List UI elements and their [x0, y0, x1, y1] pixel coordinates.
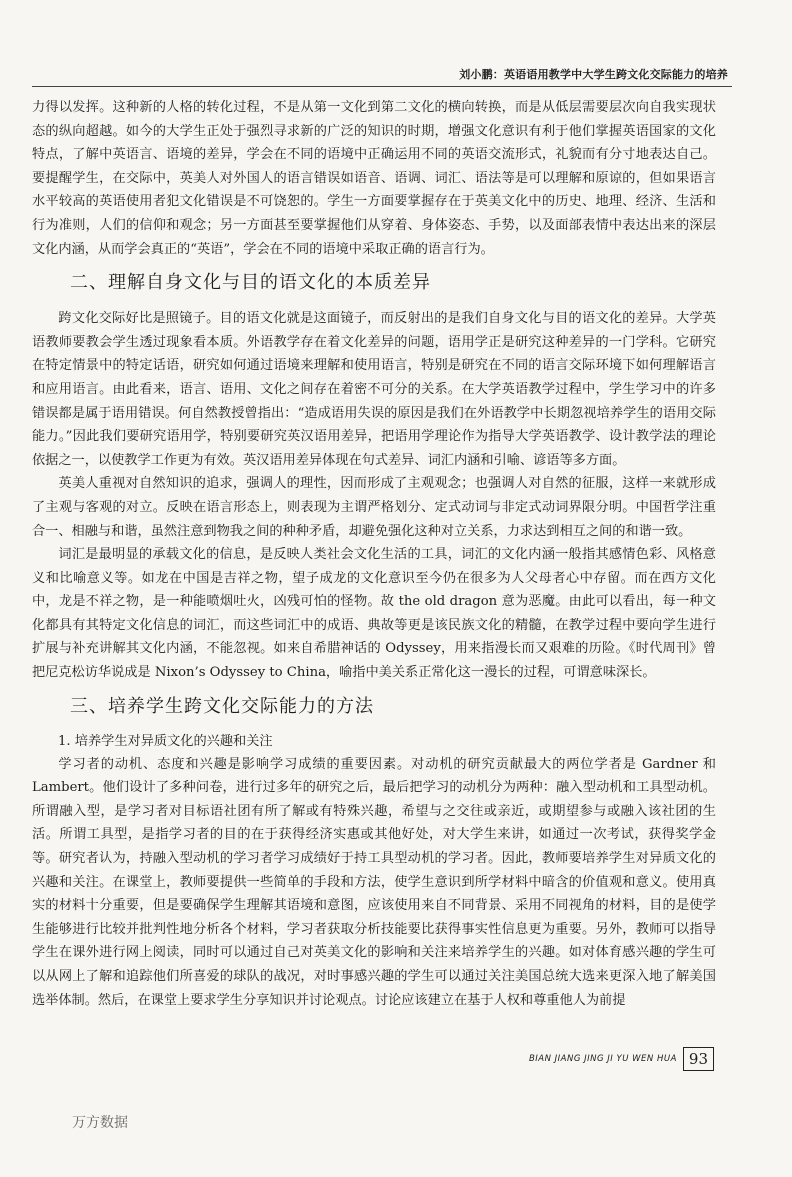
- page-footer: [529, 1047, 714, 1071]
- article-body: [32, 96, 716, 1012]
- section-2-paragraph-2: 英美人重视对自然知识的追求，强调人的理性，因而形成了主观观念；也强调人对自然的征服，这样一来就形成了主观与客观的对立。反映在语言形态上，则表现为主谓严格划分、定式动词与非定式动词界限分明。中国哲学注重合一、相融与和谐，虽然注意到物我之间的种种矛盾，却避免强化这种对立关系，力求达到相互之间的和谐一致。: [32, 476, 716, 539]
- section-3-paragraph-1: 学习者的动机、态度和兴趣是影响学习成绩的重要因素。对动机的研究贡献最大的两位学者是 Gardner 和 Lambert。他们设计了多种问卷，进行过多年的研究之后，最后把学习的动机分为两种：融入型动机和工具型动机。所谓融入型，是学习者对目标语社团有所了解或有特殊兴趣，希望与之交往或亲近，或期望参与或融入该社团的生活。所谓工具型，是指学习者的目的在于获得经济实惠或其他好处，对大学生来讲，如通过一次考试，获得奖学金等。研究者认为，持融入型动机的学习者学习成绩好于持工具型动机的学习者。因此，教师要培养学生对异质文化的兴趣和关注。在课堂上，教师要提供一些简单的手段和方法，使学生意识到所学材料中暗含的价值观和意义。使用真实的材料十分重要，但是要确保学生理解其语境和意图，应该使用来自不同背景、采用不同视角的材料，目的是使学生能够进行比较并批判性地分析各个材料，学习者获取分析技能要比获得事实性信息更为重要。另外，教师可以指导学生在课外进行网上阅读，同时可以通过自己对英美文化的影响和关注来培养学生的兴趣。如对体育感兴趣的学生可以从网上了解和追踪他们所喜爱的球队的战况，对时事感兴趣的学生可以通过关注美国总统大选来更深入地了解美国选举体制。然后，在课堂上要求学生分享知识并讨论观点。讨论应该建立在基于人权和尊重他人为前提: [32, 756, 716, 1008]
- journal-name: BIAN JIANG JING JI YU WEN HUA: [528, 1054, 677, 1064]
- running-head: 刘小鹏：英语语用教学中大学生跨文化交际能力的培养: [459, 68, 728, 81]
- section-3-subheading: 1. 培养学生对异质文化的兴趣和关注: [58, 733, 273, 749]
- section-2-paragraph-1: 跨文化交际好比是照镜子。目的语文化就是这面镜子，而反射出的是我们自身文化与目的语文化的差异。大学英语教师要教会学生透过现象看本质。外语教学存在着文化差异的问题，语用学正是研究这种差异的一门学科。它研究在特定情景中的特定话语，研究如何通过语境来理解和使用语言，特别是研究在不同的语言交际环境下如何理解语言和应用语言。由此看来，语言、语用、文化之间存在着密不可分的关系。在大学英语教学过程中，学生学习中的许多错误都是属于语用错误。何自然教授曾指出：“造成语用失误的原因是我们在外语教学中长期忽视培养学生的语用交际能力。”因此我们要研究语用学，特别要研究英汉语用差异，把语用学理论作为指导大学英语教学、设计教学法的理论依据之一，以使教学工作更为有效。英汉语用差异体现在句式差异、词汇内涵和引喻、谚语等多方面。: [32, 311, 716, 468]
- section-3-heading: 三、培养学生跨文化交际能力的方法: [70, 695, 374, 717]
- page-number: 93: [683, 1047, 714, 1071]
- section-2-paragraph-3: 词汇是最明显的承载文化的信息，是反映人类社会文化生活的工具，词汇的文化内涵一般指其感情色彩、风格意义和比喻意义等。如龙在中国是吉祥之物，望子成龙的文化意识至今仍在很多为人父母者心中存留。而在西方文化中，龙是不祥之物，是一种能喷烟吐火，凶残可怕的怪物。故 the old dragon 意为恶魔。由此可以看出，每一种文化都具有其特定文化信息的词汇，而这些词汇中的成语、典故等更是该民族文化的精髓，在教学过程中要向学生进行扩展与补充讲解其文化内涵，不能忽视。如来自希腊神话的 Odyssey，用来指漫长而又艰难的历险。《时代周刊》曾把尼克松访华说成是 Nixon’s Odyssey to China，喻指中美关系正常化这一漫长的过程，可谓意味深长。: [32, 547, 716, 681]
- database-watermark: 万方数据: [72, 1115, 128, 1131]
- header-rule: [32, 86, 732, 87]
- section-2-heading: 二、理解自身文化与目的语文化的本质差异: [70, 272, 431, 294]
- paragraph-intro-continuation: 力得以发挥。这种新的人格的转化过程，不是从第一文化到第二文化的横向转换，而是从低层需要层次向自我实现状态的纵向超越。如今的大学生正处于强烈寻求新的广泛的知识的时期，增强文化意识有利于他们掌握英语国家的文化特点，了解中英语言、语境的差异，学会在不同的语境中正确运用不同的英语交流形式，礼貌而有分寸地表达自己。要提醒学生，在交际中，英美人对外国人的语言错误如语音、语调、词汇、语法等是可以理解和原谅的，但如果语言水平较高的英语使用者犯文化错误是不可饶恕的。学生一方面要掌握存在于英美文化中的历史、地理、经济、生活和行为准则，人们的信仰和观念；另一方面甚至要掌握他们从穿着、身体姿态、手势，以及面部表情中表达出来的深层文化内涵，从而学会真正的“英语”，学会在不同的语境中采取正确的语言行为。: [32, 100, 716, 257]
